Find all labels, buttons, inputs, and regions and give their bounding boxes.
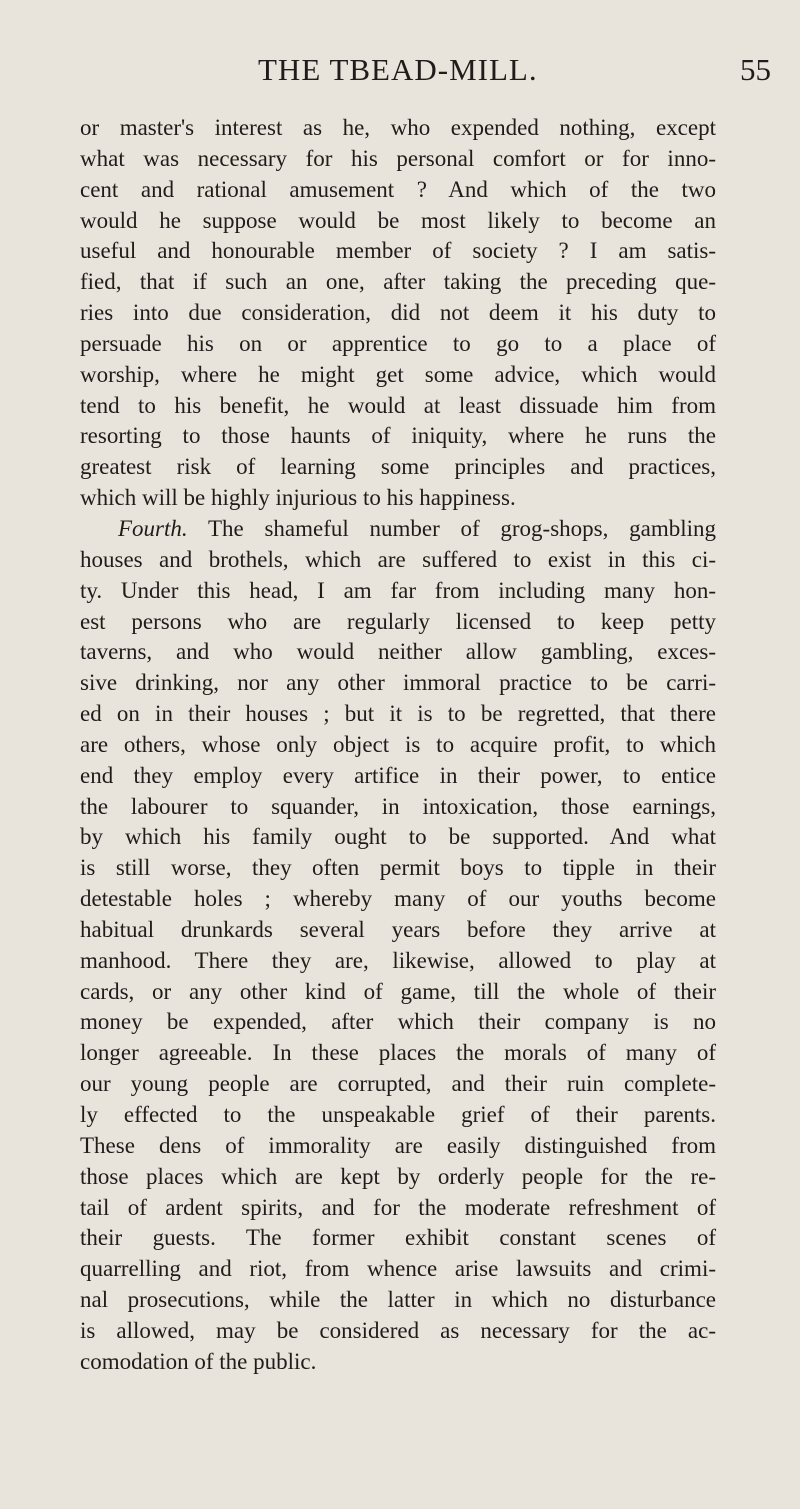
text-line: useful and honourable member of society ? I am satis- bbox=[80, 238, 716, 264]
text-line: are others, whose only object is to acquire profit, to which bbox=[80, 731, 716, 757]
text-line: comodation of the public. bbox=[80, 1348, 317, 1374]
text-line: taverns, and who would neither allow gambling, exces- bbox=[80, 639, 716, 665]
text-line: end they employ every artifice in their power, to entice bbox=[80, 762, 716, 788]
body-text bbox=[80, 113, 716, 1378]
text-line: those places which are kept by orderly people for the re- bbox=[80, 1163, 716, 1189]
text-line: sive drinking, nor any other immoral practice to be carri- bbox=[80, 670, 716, 696]
text-line: cards, or any other kind of game, till the whole of their bbox=[80, 978, 716, 1004]
text-line: habitual drunkards several years before they arrive at bbox=[80, 916, 716, 942]
text-line: is allowed, may be considered as necessary for the ac- bbox=[80, 1317, 716, 1343]
first-line-rest: The shameful number of grog-shops, gambling bbox=[207, 515, 716, 541]
text-line: ly effected to the unspeakable grief of their parents. bbox=[80, 1102, 716, 1127]
text-line: longer agreeable. In these places the morals of many of bbox=[80, 1040, 716, 1066]
text-line: ty. Under this head, I am far from including many hon- bbox=[80, 577, 716, 603]
text-line: manhood. There they are, likewise, allowed to play at bbox=[80, 947, 716, 973]
text-line: greatest risk of learning some principles and practices, bbox=[80, 454, 716, 480]
text-line: their guests. The former exhibit constant scenes of bbox=[80, 1225, 716, 1251]
text-line: fied, that if such an one, after taking the preceding que- bbox=[80, 269, 716, 295]
text-line: detestable holes ; whereby many of our youths become bbox=[80, 886, 716, 912]
text-line: or master's interest as he, who expended nothing, except bbox=[80, 115, 716, 140]
text-line: is still worse, they often permit boys to tipple in their bbox=[80, 855, 716, 881]
running-head bbox=[0, 52, 800, 92]
paragraph-1 bbox=[80, 113, 716, 514]
text-line: ed on in their houses ; but it is to be regretted, that there bbox=[80, 701, 716, 727]
text-line: what was necessary for his personal comfort or for inno- bbox=[80, 145, 716, 171]
text-line: our young people are corrupted, and their ruin complete- bbox=[80, 1071, 716, 1097]
text-line: money be expended, after which their company is no bbox=[80, 1009, 716, 1035]
text-line: tail of ardent spirits, and for the moderate refreshment of bbox=[80, 1194, 716, 1220]
page-number: 55 bbox=[740, 52, 771, 87]
text-line: houses and brothels, which are suffered to exist in this ci- bbox=[80, 546, 716, 572]
text-line: quarrelling and riot, from whence arise lawsuits and crimi- bbox=[80, 1256, 716, 1282]
text-line: est persons who are regularly licensed to keep petty bbox=[80, 608, 716, 634]
text-line: resorting to those haunts of iniquity, where he runs the bbox=[80, 423, 716, 449]
text-line: cent and rational amusement ? And which of the two bbox=[80, 176, 716, 202]
text-line: ries into due consideration, did not deem it his duty to bbox=[80, 300, 716, 326]
text-line: worship, where he might get some advice, which would bbox=[80, 361, 716, 387]
text-line: by which his family ought to be supported. And what bbox=[80, 824, 716, 850]
text-line: would he suppose would be most likely to become an bbox=[80, 207, 716, 233]
running-title: THE TBEAD-MILL. bbox=[258, 52, 538, 87]
text-line: These dens of immorality are easily distinguished from bbox=[80, 1132, 716, 1158]
text-line: persuade his on or apprentice to go to a place of bbox=[80, 330, 716, 356]
section-lead: Fourth. bbox=[118, 515, 188, 541]
text-line: tend to his benefit, he would at least dissuade him from bbox=[80, 392, 716, 418]
paragraph-2 bbox=[80, 514, 716, 1378]
paragraph-2-first-line bbox=[80, 514, 716, 545]
text-line: nal prosecutions, while the latter in which no disturbance bbox=[80, 1287, 716, 1313]
text-line: which will be highly injurious to his happiness. bbox=[80, 485, 516, 511]
text-line: the labourer to squander, in intoxication, those earnings, bbox=[80, 793, 716, 819]
